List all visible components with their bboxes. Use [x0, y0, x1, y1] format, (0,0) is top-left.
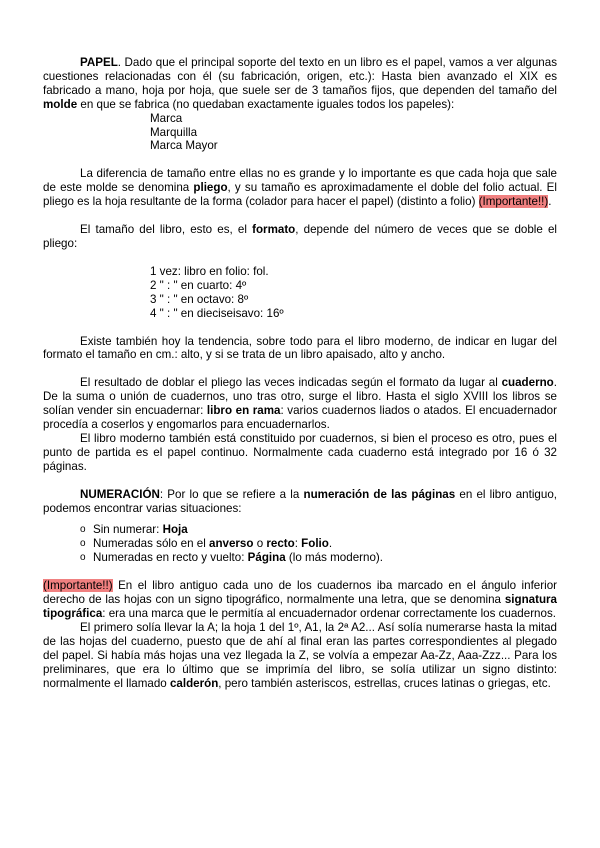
- list-item: Marca: [150, 111, 183, 125]
- list-item: 3 " : " en octavo: 8º: [150, 292, 249, 306]
- list-item: o Sin numerar: Hoja: [80, 523, 557, 537]
- list-item: Marquilla: [150, 125, 198, 139]
- document-page: [43, 56, 557, 690]
- paragraph-formato: El tamaño del libro, esto es, el formato, depende del número de veces que se doble el pliego:: [43, 223, 558, 250]
- paragraph-numeracion: NUMERACIÓN: Por lo que se refiere a la numeración de las páginas en el libro antiguo, podemos encontrar varias situaciones:: [43, 487, 557, 515]
- paragraph-papel: PAPEL. Dado que el principal soporte del texto en un libro es el papel, vamos a ver algunas cuestiones relacionadas con él (su fabricación, origen, etc.): Hasta bien avanzado el XIX es fabricado a mano, hoja por hoja, que suele ser de 3 tamaños fijos, que dependen del tamaño del molde en que se fabrica (no quedaban exactamente iguales todos los papeles):: [43, 56, 557, 111]
- paragraph-cuaderno: El resultado de doblar el pliego las veces indicadas según el formato da lugar al cuaderno. De la suma o unión de cuadernos, uno tras otro, surge el libro. Hasta el siglo XVIII los libros se solían vender sin encuadernar: libro en rama: varios cuadernos liados o atados. El encuadernador procedía a coserlos y engomarlos para encuadernarlos.: [43, 376, 557, 432]
- important-highlight: (Importante!!): [43, 579, 113, 593]
- list-item: 1 vez: libro en folio: fol.: [150, 264, 269, 278]
- formats-list: [43, 265, 557, 321]
- heading-papel: PAPEL: [80, 56, 118, 69]
- heading-numeracion: NUMERACIÓN: [80, 487, 160, 501]
- paragraph-pliego: La diferencia de tamaño entre ellas no es grande y lo importante es que cada hoja que sale de este molde se denomina pliego, y su tamaño es aproximadamente el doble del folio actual. El pliego es la hoja resultante de la forma (colador para hacer el papel) (distinto a folio) (Importante!!).: [43, 167, 557, 209]
- numeration-bullets: [43, 523, 557, 565]
- paragraph-libro-moderno: El libro moderno también está constituido por cuadernos, si bien el proceso es otro, pues el punto de partida es el papel continuo. Normalmente cada cuaderno está integrado por 16 ó 32 páginas.: [43, 431, 557, 473]
- paper-sizes-list: [43, 112, 557, 154]
- paragraph-signatura: (Importante!!) En el libro antiguo cada uno de los cuadernos iba marcado en el ángulo inferior derecho de las hojas con un signo tipográfico, normalmente una letra, que se denomina signatura tipográfica: era una marca que le permitía al encuadernador ordenar correctamente los cuadernos.: [43, 579, 557, 620]
- list-item: o Numeradas sólo en el anverso o recto: Folio.: [80, 537, 557, 551]
- important-highlight: (Importante!!): [478, 195, 549, 209]
- list-item: o Numeradas en recto y vuelto: Página (lo más moderno).: [80, 551, 557, 565]
- paragraph-tendencia: Existe también hoy la tendencia, sobre todo para el libro moderno, de indicar en lugar del formato el tamaño en cm.: alto, y si se trata de un libro apaisado, alto y ancho.: [43, 334, 557, 362]
- list-item: 4 " : " en dieciseisavo: 16º: [150, 306, 284, 320]
- list-item: 2 " : " en cuarto: 4º: [150, 278, 247, 292]
- list-item: Marca Mayor: [150, 139, 218, 153]
- paragraph-primero: El primero solía llevar la A; la hoja 1 del 1º, A1, la 2ª A2... Así solía numerarse hasta la mitad de las hojas del cuaderno, puesto que de ahí al final eran las partes correspondientes al plegado del papel. Si había más hojas una vez llegada la Z, se volvía a empezar Aa-Zz, Aaa-Zzz... Para los preliminares, que era lo último que se imprimía del libro, se solía utilizar un signo distinto: normalmente el llamado calderón, pero también asteriscos, estrellas, cruces latinas o griegas, etc.: [43, 620, 557, 690]
